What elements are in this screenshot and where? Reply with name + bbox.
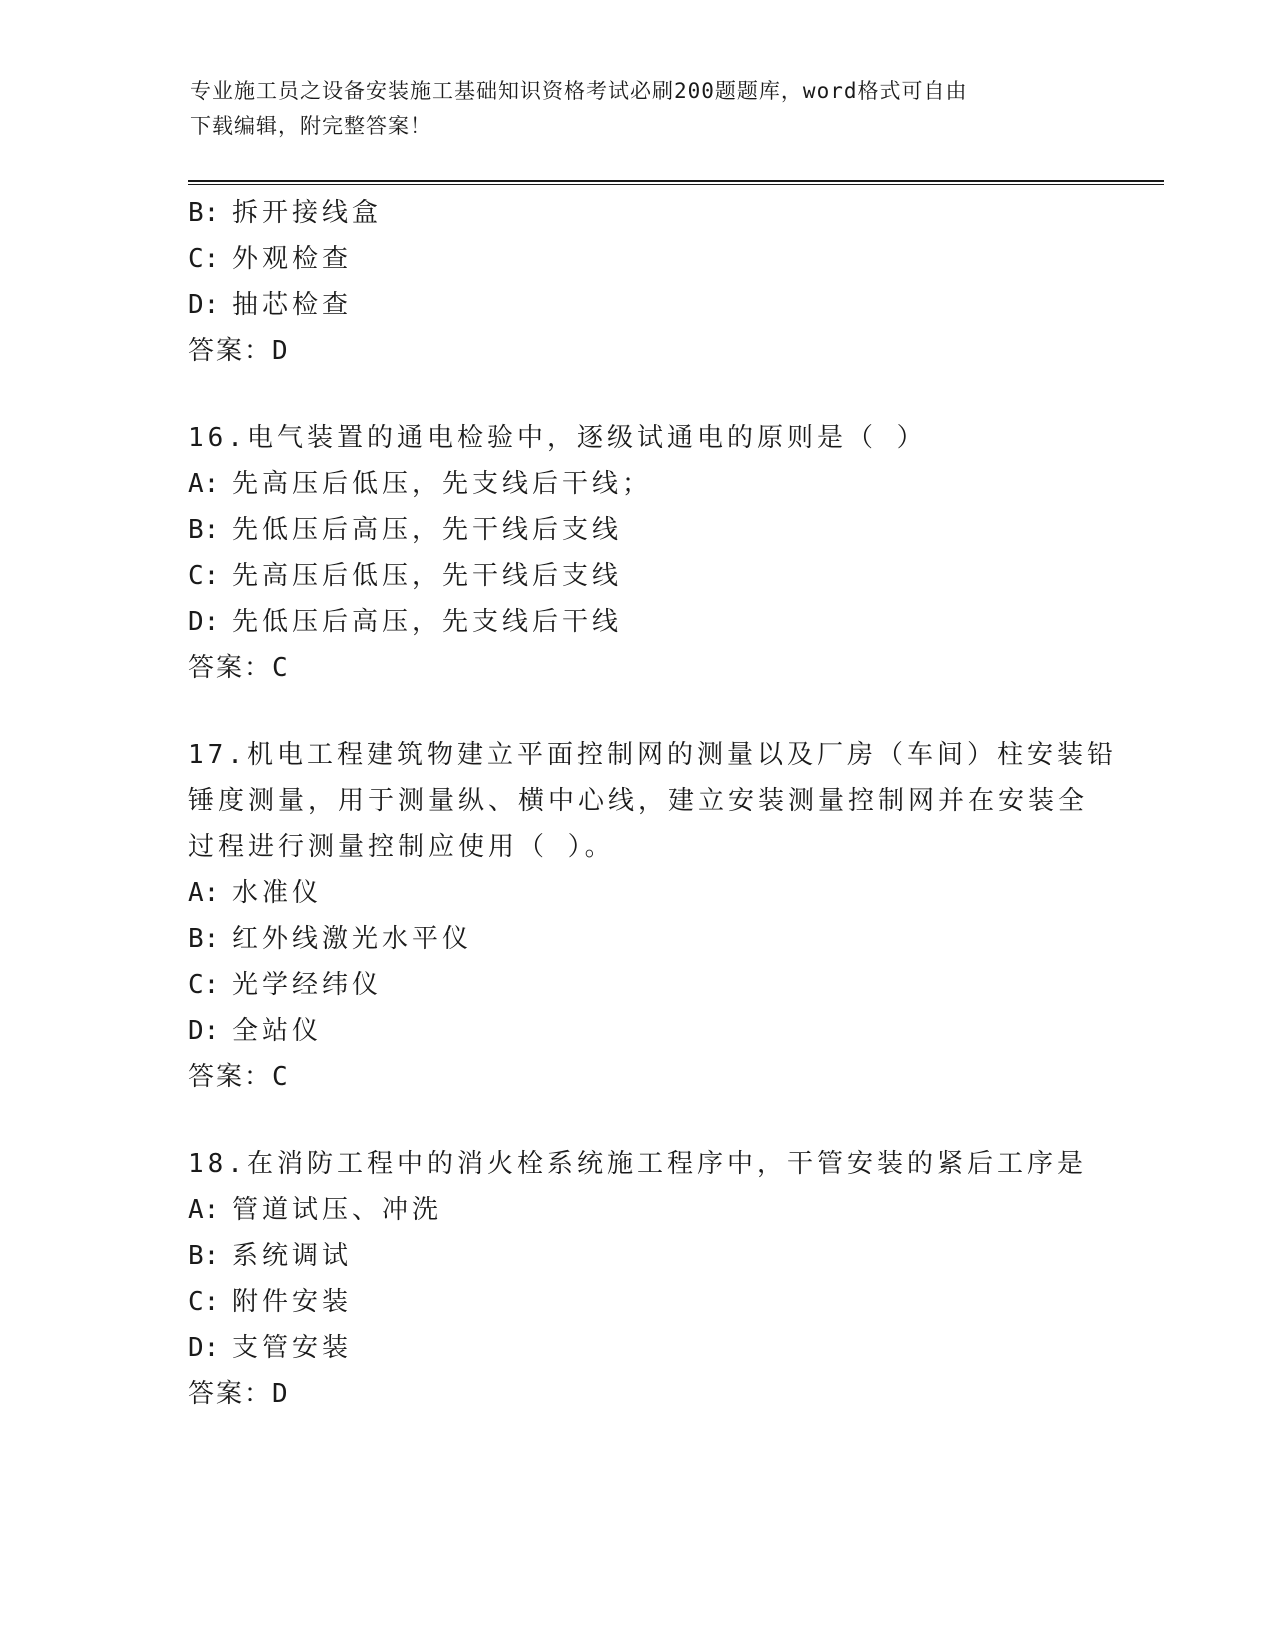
option-text: 先低压后高压，先干线后支线 [232, 515, 623, 545]
option-text: 拆开接线盒 [232, 198, 383, 228]
spacer [188, 691, 1088, 732]
question-text-line-2: 锤度测量，用于测量纵、横中心线，建立安装测量控制网并在安装全 [188, 786, 1089, 816]
document-header [190, 74, 1090, 144]
option-letter: B: [188, 1241, 220, 1271]
question-text: 18.在消防工程中的消火栓系统施工程序中，干管安装的紧后工序是 [188, 1149, 1087, 1179]
option-letter: D: [188, 1016, 220, 1046]
option-d [188, 1325, 1088, 1371]
option-text: 附件安装 [232, 1287, 353, 1317]
spacer [188, 374, 1088, 415]
option-letter: C: [188, 970, 220, 1000]
option-text: 先高压后低压，先支线后干线； [232, 469, 653, 499]
option-text: 管道试压、冲洗 [232, 1195, 443, 1225]
answer-line: 答案：D [188, 336, 290, 366]
option-letter: D: [188, 1333, 220, 1363]
question-text: 16.电气装置的通电检验中，逐级试通电的原则是（ ） [188, 423, 927, 453]
option-c [188, 1279, 1088, 1325]
option-letter: B: [188, 198, 220, 228]
option-text: 水准仪 [232, 878, 323, 908]
question-15 [188, 190, 1088, 374]
option-d [188, 1008, 1088, 1054]
option-text: 支管安装 [232, 1333, 353, 1363]
option-letter: A: [188, 469, 220, 499]
spacer [188, 1100, 1088, 1141]
option-text: 外观检查 [232, 244, 353, 274]
option-c [188, 553, 1088, 599]
option-b [188, 190, 1088, 236]
option-letter: B: [188, 515, 220, 545]
question-content [188, 190, 1117, 1417]
option-text: 系统调试 [232, 1241, 353, 1271]
option-letter: C: [188, 561, 220, 591]
option-d [188, 282, 1088, 328]
option-letter: B: [188, 924, 220, 954]
question-17 [188, 732, 1117, 1100]
option-a [188, 870, 1088, 916]
option-letter: D: [188, 290, 220, 320]
option-letter: C: [188, 244, 220, 274]
option-d [188, 599, 1088, 645]
option-c [188, 236, 1088, 282]
header-title-line-2: 下载编辑，附完整答案！ [190, 114, 432, 138]
option-text: 红外线激光水平仪 [232, 924, 473, 954]
header-divider [188, 180, 1164, 185]
option-a [188, 1187, 1088, 1233]
answer-line: 答案：C [188, 1062, 290, 1092]
option-c [188, 962, 1088, 1008]
question-text-line-3: 过程进行测量控制应使用（ ）。 [188, 832, 615, 862]
question-18 [188, 1141, 1088, 1417]
option-letter: A: [188, 878, 220, 908]
option-b [188, 507, 1088, 553]
option-a [188, 461, 1088, 507]
option-letter: D: [188, 607, 220, 637]
option-b [188, 916, 1088, 962]
answer-line: 答案：D [188, 1379, 290, 1409]
option-letter: C: [188, 1287, 220, 1317]
option-text: 光学经纬仪 [232, 970, 383, 1000]
header-title-line-1: 专业施工员之设备安装施工基础知识资格考试必刷200题题库，word格式可自由 [190, 79, 968, 103]
option-text: 先低压后高压，先支线后干线 [232, 607, 623, 637]
option-text: 先高压后低压，先干线后支线 [232, 561, 623, 591]
question-text-line-1: 17.机电工程建筑物建立平面控制网的测量以及厂房（车间）柱安装铅 [188, 740, 1117, 770]
option-text: 全站仪 [232, 1016, 323, 1046]
option-letter: A: [188, 1195, 220, 1225]
option-b [188, 1233, 1088, 1279]
question-16 [188, 415, 1088, 691]
answer-line: 答案：C [188, 653, 290, 683]
option-text: 抽芯检查 [232, 290, 353, 320]
